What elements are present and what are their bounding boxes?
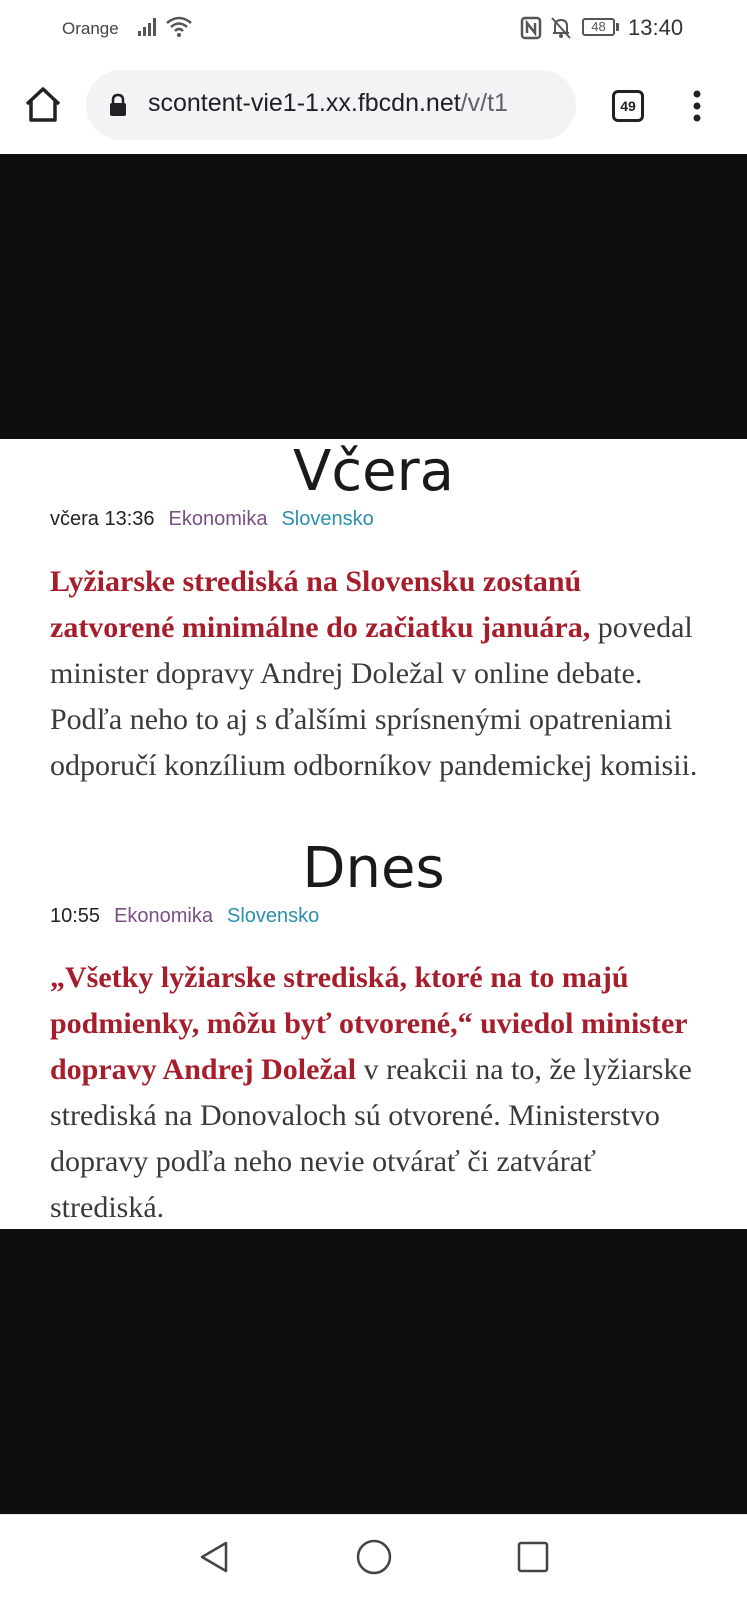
paragraph-yesterday: [50, 559, 710, 789]
letterbox-bottom: [0, 1229, 747, 1514]
browser-toolbar: [0, 58, 747, 154]
battery-tip: [616, 23, 619, 31]
tab-switcher-button[interactable]: 49: [612, 90, 644, 122]
wifi-icon: [166, 16, 192, 38]
letterbox-top: [0, 154, 747, 439]
timestamp: 10:55: [50, 905, 101, 927]
lock-icon: [108, 93, 128, 117]
home-circle-icon[interactable]: [354, 1537, 394, 1577]
system-nav-bar: [0, 1514, 747, 1600]
article-image: [0, 439, 747, 1229]
body-text: v reakcii na to, že lyžiarske strediská na Donovaloch sú otvorené. Ministerstvo dopravy podľa neho nevie otvárať či zatvárať strediská.: [50, 1053, 692, 1224]
heading-yesterday: Včera: [293, 439, 454, 504]
notifications-off-icon: [550, 16, 572, 40]
meta-yesterday: [50, 508, 374, 531]
body-text: povedal minister dopravy Andrej Doležal v online debate. Podľa neho to aj s ďalšími sprísnenými opatreniami odporučí konzílium odborníkov pandemickej komisii.: [50, 611, 698, 782]
recent-apps-icon[interactable]: [515, 1539, 551, 1575]
highlight-text: Lyžiarske strediská na Slovensku zostanú zatvorené minimálne do začiatku januára,: [50, 565, 591, 644]
home-icon[interactable]: [20, 82, 66, 128]
highlight-text: „Všetky lyžiarske strediská, ktoré na to majú podmienky, môžu byť otvorené,“ uviedol minister dopravy Andrej Doležal: [50, 961, 688, 1086]
category-ekonomika: Ekonomika: [168, 508, 268, 530]
back-icon[interactable]: [196, 1539, 232, 1575]
battery-indicator: [582, 18, 622, 38]
nfc-icon: [520, 16, 542, 40]
carrier-label: Orange: [62, 19, 119, 38]
paragraph-today: [50, 955, 710, 1231]
address-bar[interactable]: [86, 70, 576, 140]
timestamp: včera 13:36: [50, 508, 155, 530]
signal-icon: [138, 17, 160, 37]
category-ekonomika: Ekonomika: [114, 905, 213, 927]
clock: 13:40: [628, 15, 684, 40]
url-domain: scontent-vie1-1.xx.fbcdn.net: [148, 89, 461, 117]
status-bar: [0, 0, 747, 58]
category-slovensko: Slovensko: [281, 508, 374, 530]
heading-today: Dnes: [302, 836, 445, 901]
battery-level: 48: [582, 18, 615, 36]
meta-today: [50, 905, 319, 928]
category-slovensko: Slovensko: [227, 905, 320, 927]
url-text: [148, 89, 508, 118]
url-path: /v/t1: [460, 89, 508, 117]
more-options-icon[interactable]: [682, 86, 712, 126]
